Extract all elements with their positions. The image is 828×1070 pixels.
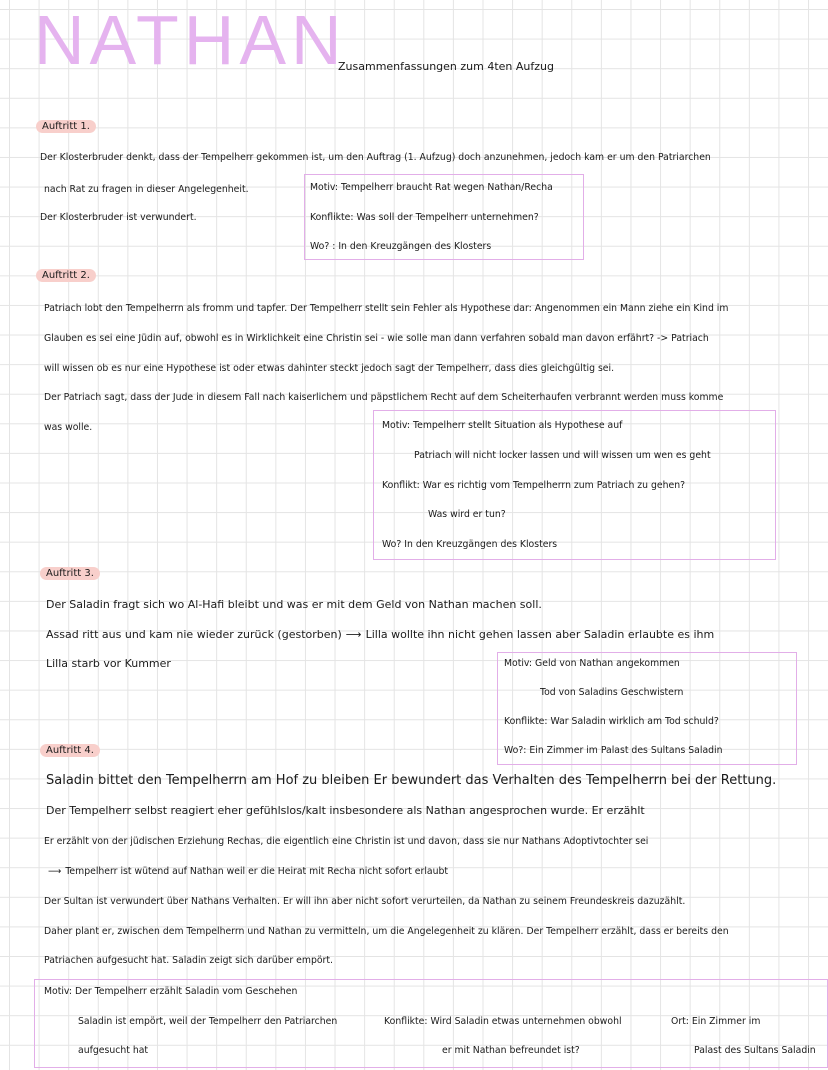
auftritt-1-motiv: Motiv: Tempelherr braucht Rat wegen Nathan/Recha [310, 182, 553, 193]
auftritt-4-line-5: Der Sultan ist verwundert über Nathans Verhalten. Er will ihn aber nicht sofort verurteilen, da Nathan zu seinem Freundeskreis dazuzählt. [44, 896, 686, 907]
page-title: NATHAN [34, 1, 347, 79]
auftritt-2-wo: Wo? In den Kreuzgängen des Klosters [382, 539, 558, 550]
auftritt-4-konflikt: Konflikte: Wird Saladin etwas unternehmen obwohl [384, 1016, 622, 1027]
auftritt-4-line-7: Patriachen aufgesucht hat. Saladin zeigt sich darüber empört. [44, 955, 333, 966]
auftritt-4-motiv-detail-2: aufgesucht hat [78, 1045, 149, 1056]
auftritt-3-wo: Wo?: Ein Zimmer im Palast des Sultans Saladin [504, 745, 723, 756]
auftritt-2-konflikt: Konflikt: War es richtig vom Tempelherrn zum Patriach zu gehen? [382, 480, 686, 491]
auftritt-2-motiv: Motiv: Tempelherr stellt Situation als Hypothese auf [382, 420, 623, 431]
arrow-right-icon: ⟶ [48, 866, 62, 877]
auftritt-4-motiv: Motiv: Der Tempelherr erzählt Saladin vom Geschehen [44, 986, 298, 997]
auftritt-3-heading: Auftritt 3. [40, 567, 100, 580]
auftritt-4-motiv-detail: Saladin ist empört, weil der Tempelherr den Patriarchen [78, 1016, 338, 1027]
auftritt-3-motiv: Motiv: Geld von Nathan angekommen [504, 658, 680, 669]
auftritt-2-heading: Auftritt 2. [36, 269, 96, 282]
auftritt-1-wo: Wo? : In den Kreuzgängen des Klosters [310, 241, 492, 252]
auftritt-2-line-4: Der Patriach sagt, dass der Jude in diesem Fall nach kaiserlichem und päpstlichem Recht auf dem Scheiterhaufen verbrannt werden muss komme [44, 392, 724, 403]
auftritt-1-line-1: Der Klosterbruder denkt, dass der Tempelherr gekommen ist, um den Auftrag (1. Aufzug) doch anzunehmen, jedoch kam er um den Patriarchen [40, 152, 711, 163]
auftritt-2-line-2: Glauben es sei eine Jüdin auf, obwohl es in Wirklichkeit eine Christin sei - wie solle man dann verfahren sobald man davon erfährt? -> Patriach [44, 333, 709, 344]
auftritt-4-ort: Ort: Ein Zimmer im [671, 1016, 761, 1027]
auftritt-1-heading: Auftritt 1. [36, 120, 96, 133]
auftritt-4-line-2: Der Tempelherr selbst reagiert eher gefühlslos/kalt insbesondere als Nathan angesprochen wurde. Er erzählt [46, 804, 645, 817]
arrow-right-icon: ⟶ [345, 628, 362, 641]
auftritt-3-line-1: Der Saladin fragt sich wo Al-Hafi bleibt und was er mit dem Geld von Nathan machen soll. [46, 598, 542, 611]
auftritt-4-line-4-text: Tempelherr ist wütend auf Nathan weil er die Heirat mit Recha nicht sofort erlaubt [65, 866, 449, 877]
auftritt-2-motiv-detail: Patriach will nicht locker lassen und will wissen um wen es geht [414, 450, 711, 461]
auftritt-3-line-2b: Lilla wollte ihn nicht gehen lassen aber Saladin erlaubte es ihm [365, 628, 715, 641]
auftritt-2-line-5: was wolle. [44, 422, 93, 433]
auftritt-3-line-2 [46, 628, 714, 641]
auftritt-4-line-6: Daher plant er, zwischen dem Tempelherrn und Nathan zu vermitteln, um die Angelegenheit zu klären. Der Tempelherr erzählt, dass er bereits den [44, 926, 729, 937]
auftritt-4-konflikt-detail: er mit Nathan befreundet ist? [442, 1045, 580, 1056]
auftritt-4-line-4 [44, 866, 448, 877]
auftritt-4-line-3: Er erzählt von der jüdischen Erziehung Rechas, die eigentlich eine Christin ist und davon, dass sie nur Nathans Adoptivtochter sei [44, 836, 649, 847]
auftritt-1-konflikt: Konflikte: Was soll der Tempelherr unternehmen? [310, 212, 539, 223]
auftritt-2-line-1: Patriach lobt den Tempelherrn als fromm und tapfer. Der Tempelherr stellt sein Fehler als Hypothese dar: Angenommen ein Mann ziehe ein Kind im [44, 303, 729, 314]
auftritt-3-line-3: Lilla starb vor Kummer [46, 657, 171, 670]
auftritt-4-line-1: Saladin bittet den Tempelherrn am Hof zu bleiben Er bewundert das Verhalten des Tempelherrn bei der Rettung. [46, 773, 777, 788]
page-subtitle: Zusammenfassungen zum 4ten Aufzug [338, 60, 554, 73]
auftritt-2-line-3: will wissen ob es nur eine Hypothese ist oder etwas dahinter steckt jedoch sagt der Tempelherr, dass dies gleichgültig sei. [44, 363, 615, 374]
auftritt-1-line-3: Der Klosterbruder ist verwundert. [40, 212, 197, 223]
auftritt-3-motiv-detail: Tod von Saladins Geschwistern [540, 687, 684, 698]
auftritt-4-heading: Auftritt 4. [40, 744, 100, 757]
auftritt-1-line-2: nach Rat zu fragen in dieser Angelegenheit. [44, 184, 249, 195]
auftritt-3-line-2a: Assad ritt aus und kam nie wieder zurück (gestorben) [46, 628, 342, 641]
auftritt-2-konflikt-detail: Was wird er tun? [428, 509, 506, 520]
auftritt-4-ort-detail: Palast des Sultans Saladin [694, 1045, 816, 1056]
auftritt-3-konflikt: Konflikte: War Saladin wirklich am Tod schuld? [504, 716, 719, 727]
